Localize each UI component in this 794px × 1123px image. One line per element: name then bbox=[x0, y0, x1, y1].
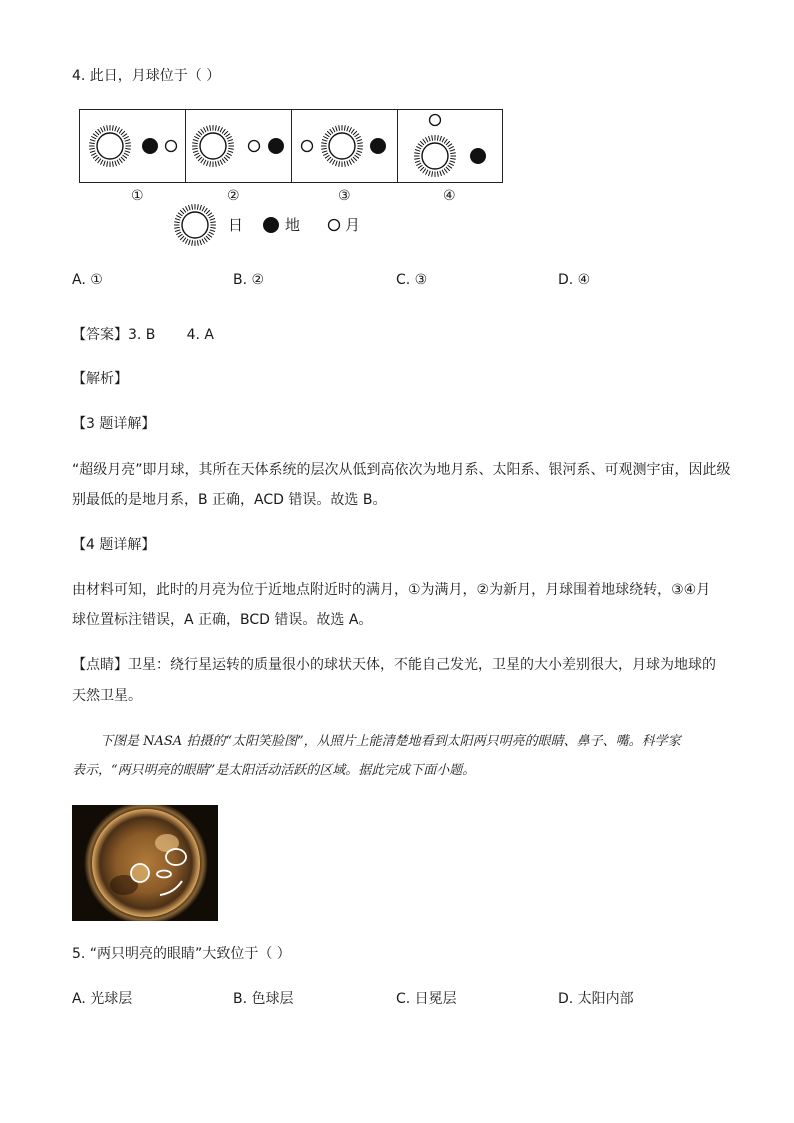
answer-line bbox=[72, 325, 214, 345]
panel-label-3: ③ bbox=[338, 188, 351, 204]
panel-4 bbox=[398, 110, 502, 182]
sun-icon bbox=[174, 204, 216, 246]
moon-icon bbox=[249, 141, 260, 152]
legend-earth-label: 地 bbox=[285, 216, 301, 234]
panel-2-graphic bbox=[186, 110, 292, 182]
q4-detail-label: 【4 题详解】 bbox=[72, 537, 156, 553]
earth-icon bbox=[268, 138, 284, 154]
q3-detail-line-2: 别最低的是地月系，B 正确，ACD 错误。故选 B。 bbox=[72, 492, 387, 508]
q4-option-d: D. ④ bbox=[558, 272, 591, 288]
moon-icon bbox=[430, 115, 441, 126]
sun-icon bbox=[414, 135, 456, 177]
panel-2 bbox=[186, 110, 292, 182]
legend-moon-label: 月 bbox=[345, 216, 361, 234]
answer-text: 3. B 4. A bbox=[128, 327, 214, 343]
sun-icon bbox=[192, 125, 234, 167]
tip-text: 卫星：绕行星运转的质量很小的球状天体，不能自己发光，卫星的大小差别很大，月球为地球的 bbox=[128, 657, 716, 673]
panel-3-graphic bbox=[292, 110, 398, 182]
q5-option-b: B. 色球层 bbox=[233, 991, 294, 1007]
q5-stem: 5. “两只明亮的眼睛”大致位于（ ） bbox=[72, 946, 291, 962]
position-diagram bbox=[79, 109, 503, 183]
sun-icon bbox=[89, 125, 131, 167]
q3-detail-line-1: “超级月亮”即月球，其所在天体系统的层次从低到高依次为地月系、太阳系、银河系、可观测宇宙，因此级 bbox=[72, 462, 731, 478]
tip-label: 【点睛】 bbox=[72, 657, 128, 673]
tip-line-2: 天然卫星。 bbox=[72, 688, 142, 704]
panel-label-1: ① bbox=[131, 188, 144, 204]
answer-label: 【答案】 bbox=[72, 327, 128, 343]
q4-option-b: B. ② bbox=[233, 272, 265, 288]
earth-icon bbox=[370, 138, 386, 154]
panel-label-2: ② bbox=[227, 188, 240, 204]
legend-sun-graphic bbox=[172, 203, 218, 247]
q5-option-c: C. 日冕层 bbox=[396, 991, 457, 1007]
earth-icon bbox=[142, 138, 158, 154]
tip-line-1 bbox=[72, 650, 716, 680]
q4-option-a: A. ① bbox=[72, 272, 103, 288]
panel-label-4: ④ bbox=[443, 188, 456, 204]
analysis-label: 【解析】 bbox=[72, 371, 128, 387]
q5-option-a: A. 光球层 bbox=[72, 991, 133, 1007]
q4-option-c: C. ③ bbox=[396, 272, 428, 288]
panel-1 bbox=[80, 110, 186, 182]
sun-icon bbox=[321, 125, 363, 167]
sun-smiley-graphic bbox=[72, 805, 218, 921]
q4-detail-line-1: 由材料可知，此时的月亮为位于近地点附近时的满月，①为满月，②为新月，月球围着地球绕转，③④月 bbox=[72, 582, 711, 598]
legend-moon-graphic bbox=[327, 218, 341, 232]
earth-icon bbox=[263, 217, 279, 233]
sun-smiley-photo bbox=[72, 805, 218, 921]
moon-icon bbox=[302, 141, 313, 152]
panel-1-graphic bbox=[80, 110, 186, 182]
moon-icon bbox=[166, 141, 177, 152]
earth-icon bbox=[470, 148, 486, 164]
q4-detail-line-2: 球位置标注错误，A 正确，BCD 错误。故选 A。 bbox=[72, 612, 373, 628]
q4-stem: 4. 此日，月球位于（ ） bbox=[72, 68, 221, 84]
material-line-1: 下图是 NASA 拍摄的“太阳笑脸图”，从照片上能清楚地看到太阳两只明亮的眼睛、鼻子、嘴。科学家 bbox=[100, 734, 681, 749]
q5-option-d: D. 太阳内部 bbox=[558, 991, 634, 1007]
panel-4-graphic bbox=[398, 110, 502, 182]
q3-detail-label: 【3 题详解】 bbox=[72, 416, 156, 432]
panel-3 bbox=[292, 110, 398, 182]
legend-sun-label: 日 bbox=[228, 216, 244, 234]
material-line-2: 表示，“两只明亮的眼睛”是太阳活动活跃的区域。据此完成下面小题。 bbox=[72, 763, 476, 778]
moon-icon bbox=[329, 220, 340, 231]
diagram-legend bbox=[172, 203, 372, 247]
legend-earth-graphic bbox=[262, 216, 280, 234]
